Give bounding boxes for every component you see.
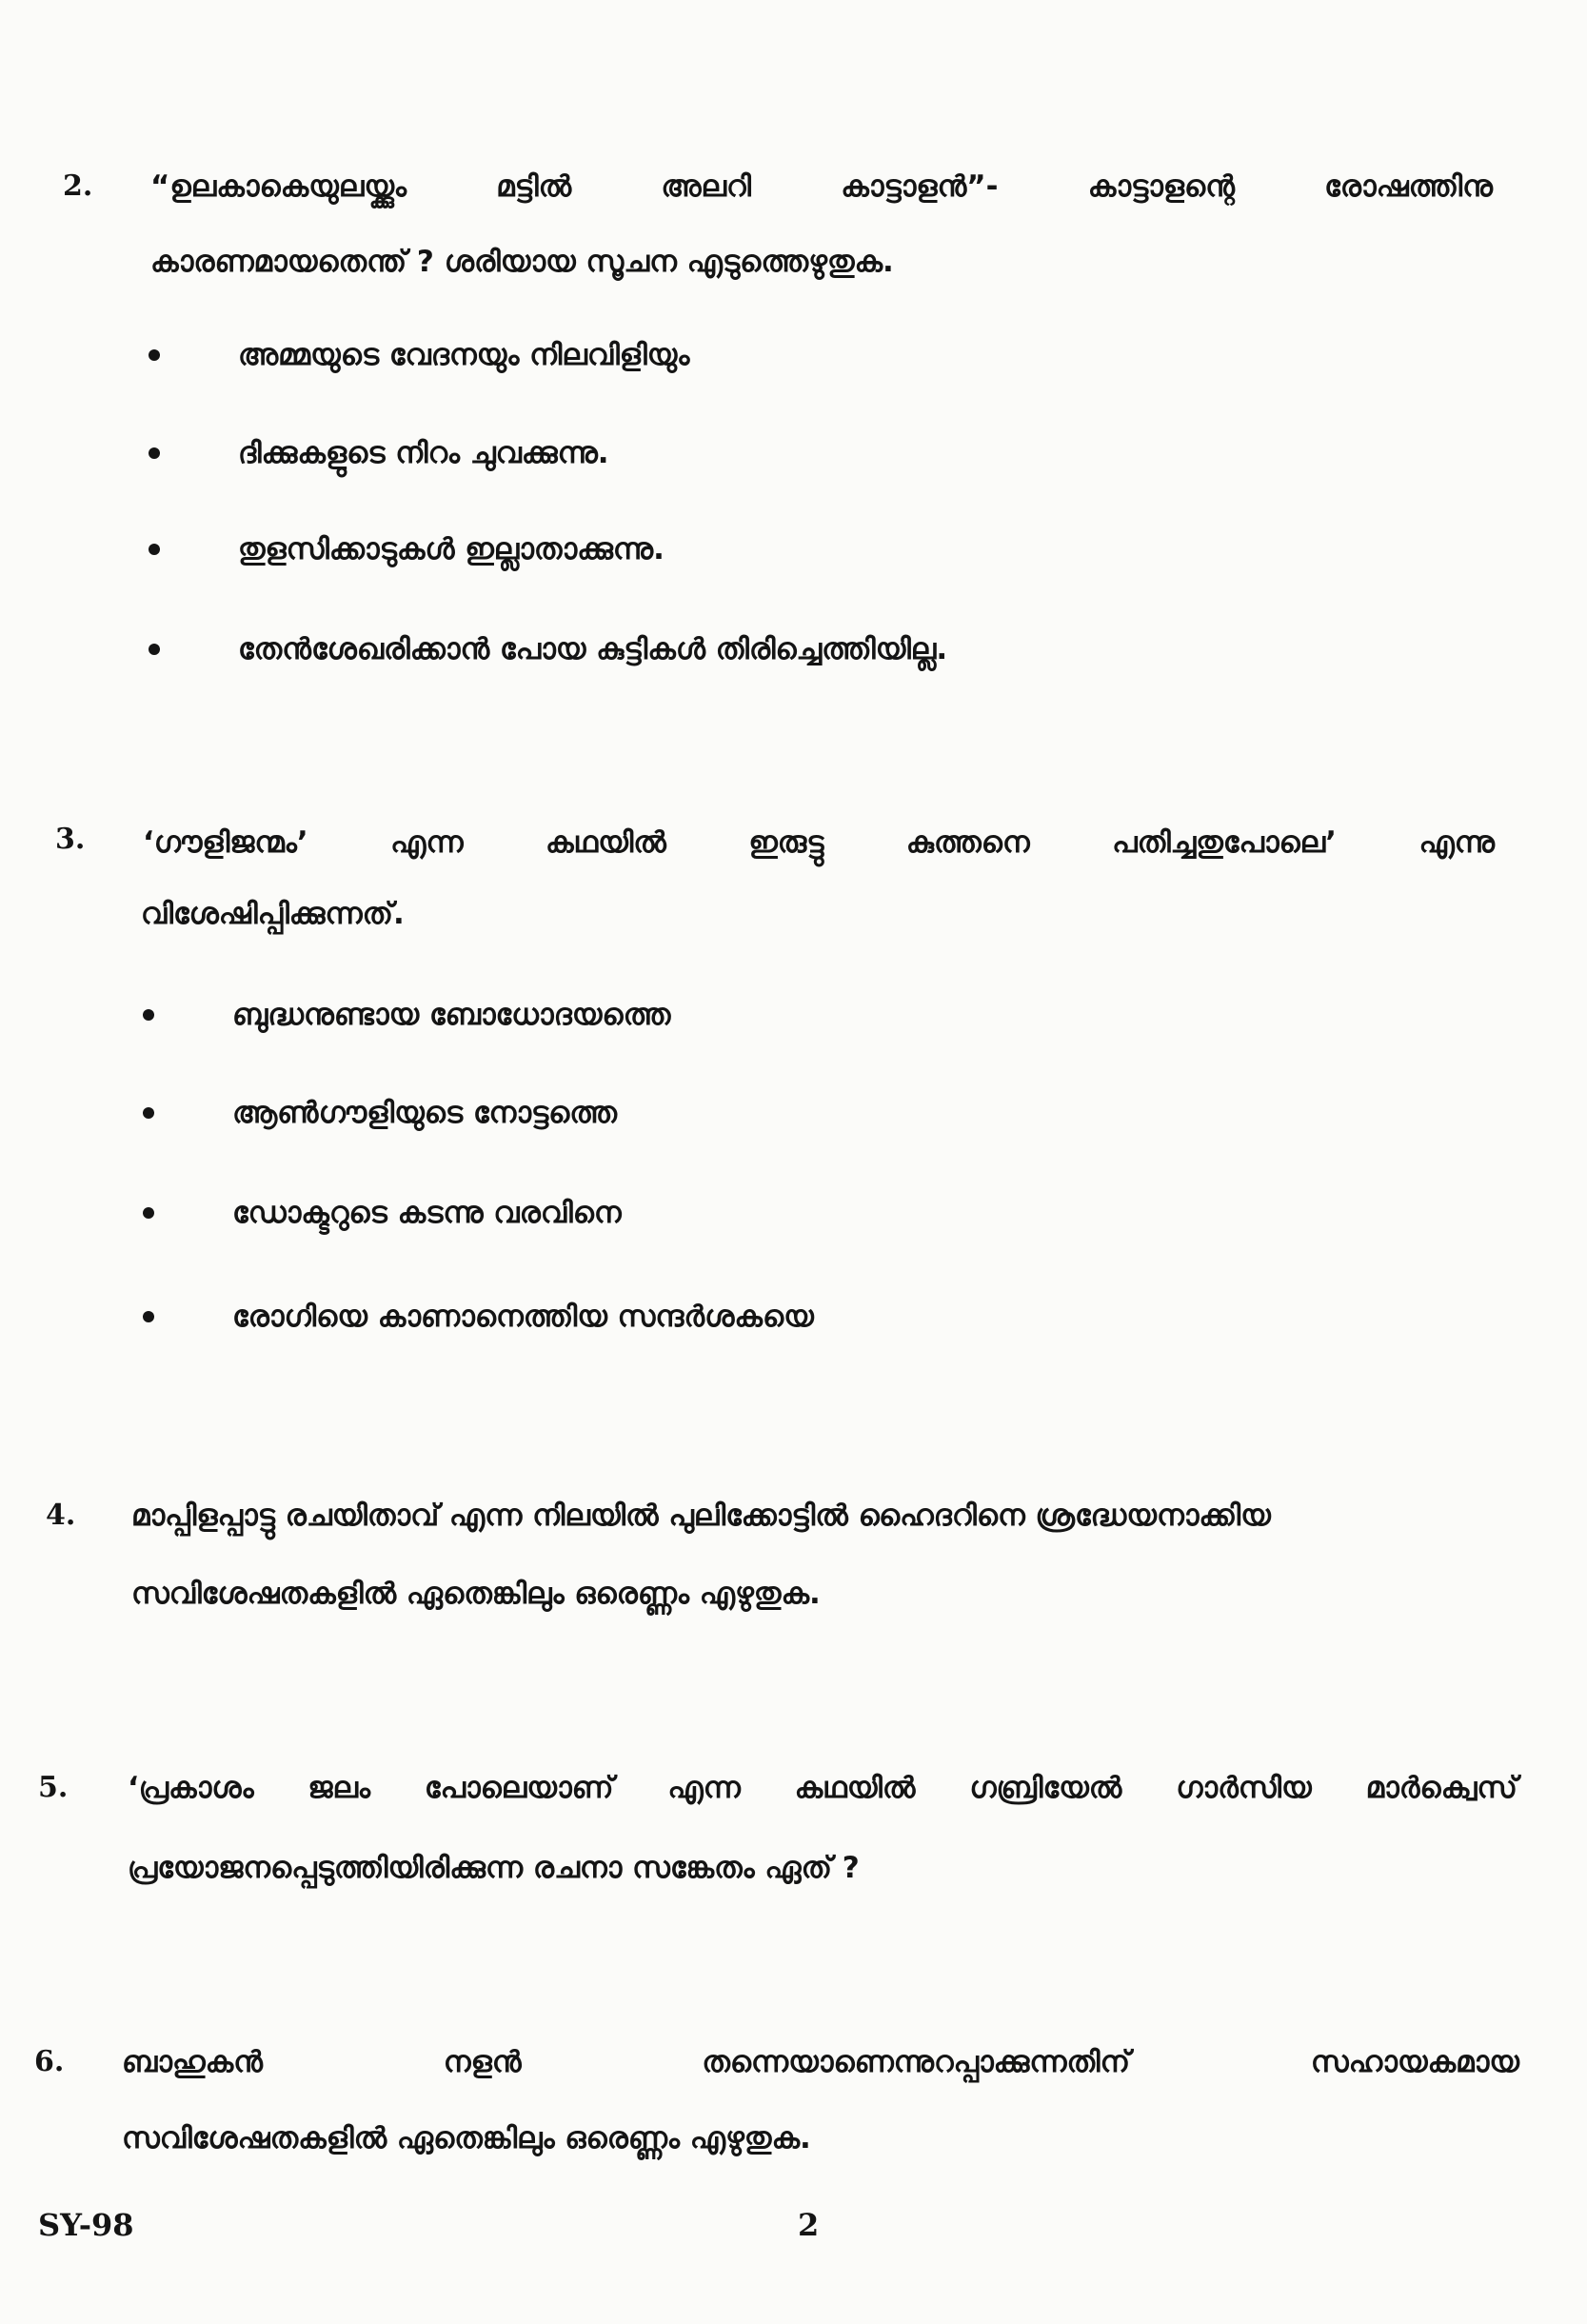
question-2-option-3: തുളസിക്കാടുകൾ ഇല്ലാതാക്കുന്നു. [238, 532, 665, 566]
question-2-option-4: തേൻശേഖരിക്കാൻ പോയ കുട്ടികൾ തിരിച്ചെത്തിയില്ല. [238, 632, 948, 666]
word: കുത്തനെ [905, 825, 1030, 860]
question-3-option-3: ഡോക്ടറുടെ കടന്നു വരവിനെ [232, 1196, 622, 1230]
question-6-line-2: സവിശേഷതകളിൽ ഏതെങ്കിലും ഒരെണ്ണം എഴുതുക. [122, 2121, 811, 2155]
question-4-line-1: മാപ്പിളപ്പാട്ടു രചയിതാവ് എന്ന നിലയിൽ പുലിക്കോട്ടിൽ ഹൈദറിനെ ശ്രദ്ധേയനാക്കിയ [131, 1499, 1271, 1533]
word: ഗബ്രിയേൽ [969, 1771, 1122, 1805]
question-3-number: 3. [55, 823, 86, 856]
word: ഇരുട്ടു [748, 825, 824, 860]
bullet-icon [149, 544, 160, 555]
bullet-icon [143, 1009, 154, 1021]
bullet-icon [149, 447, 160, 459]
page-number: 2 [798, 2207, 820, 2243]
bullet-icon [143, 1207, 154, 1219]
question-2-option-1: അമ്മയുടെ വേദനയും നിലവിളിയും [238, 338, 690, 372]
word: നളൻ [443, 2045, 522, 2079]
question-3-line-1 [143, 824, 1495, 862]
word: പതിച്ചതുപോലെ’ [1112, 825, 1337, 860]
word: സഹായകമായ [1310, 2045, 1519, 2079]
question-5-number: 5. [38, 1771, 69, 1804]
word: “ഉലകാകെയുലയ്ക്കും [150, 169, 407, 204]
word: തന്നെയാണെന്നുറപ്പാക്കുന്നതിന് [702, 2045, 1131, 2079]
bullet-icon [149, 349, 160, 361]
word: അലറി [661, 169, 752, 204]
question-3-option-1: ബുദ്ധനുണ്ടായ ബോധോദയത്തെ [232, 998, 671, 1032]
word: പോലെയാണ് [424, 1771, 614, 1805]
question-3-option-2: ആൺഗൗളിയുടെ നോട്ടത്തെ [232, 1096, 618, 1130]
word: കാട്ടാളന്റെ [1087, 169, 1235, 204]
word: രോഷത്തിനു [1324, 169, 1493, 204]
word: കഥയിൽ [794, 1771, 916, 1805]
paper-code: SY-98 [38, 2207, 134, 2243]
word: മാർക്വെസ് [1365, 1771, 1518, 1805]
word: ഗാർസിയ [1176, 1771, 1312, 1805]
word: എന്ന [667, 1771, 741, 1805]
question-2-line-1 [150, 168, 1493, 206]
question-5-line-1 [128, 1769, 1518, 1807]
word: ‘പ്രകാശം [128, 1771, 254, 1805]
word: ‘ഗൗളിജന്മം’ [143, 825, 308, 860]
word: ബാഹുകൻ [122, 2045, 263, 2079]
word: എന്നു [1418, 825, 1495, 860]
question-3-line-2: വിശേഷിപ്പിക്കുന്നത്. [141, 897, 405, 931]
word: കഥയിൽ [546, 825, 666, 860]
bullet-icon [143, 1311, 154, 1322]
bullet-icon [143, 1107, 154, 1119]
word: ജലം [307, 1771, 370, 1805]
question-6-line-1 [122, 2043, 1519, 2081]
question-4-line-2: സവിശേഷതകളിൽ ഏതെങ്കിലും ഒരെണ്ണം എഴുതുക. [131, 1577, 821, 1611]
question-5-line-2: പ്രയോജനപ്പെടുത്തിയിരിക്കുന്ന രചനാ സങ്കേതം ഏത് ? [128, 1851, 860, 1885]
question-2-line-2: കാരണമായതെന്ത് ? ശരിയായ സൂചന എടുത്തെഴുതുക. [150, 245, 894, 279]
question-4-number: 4. [46, 1499, 76, 1532]
word: കാട്ടാളൻ”- [841, 169, 999, 204]
word: എന്ന [390, 825, 464, 860]
question-6-number: 6. [34, 2045, 65, 2078]
question-2-number: 2. [63, 169, 93, 203]
bullet-icon [149, 644, 160, 655]
question-3-option-4: രോഗിയെ കാണാനെത്തിയ സന്ദർശകയെ [232, 1300, 814, 1334]
word: മട്ടിൽ [496, 169, 572, 204]
question-2-option-2: ദിക്കുകളുടെ നിറം ചുവക്കുന്നു. [238, 436, 609, 470]
